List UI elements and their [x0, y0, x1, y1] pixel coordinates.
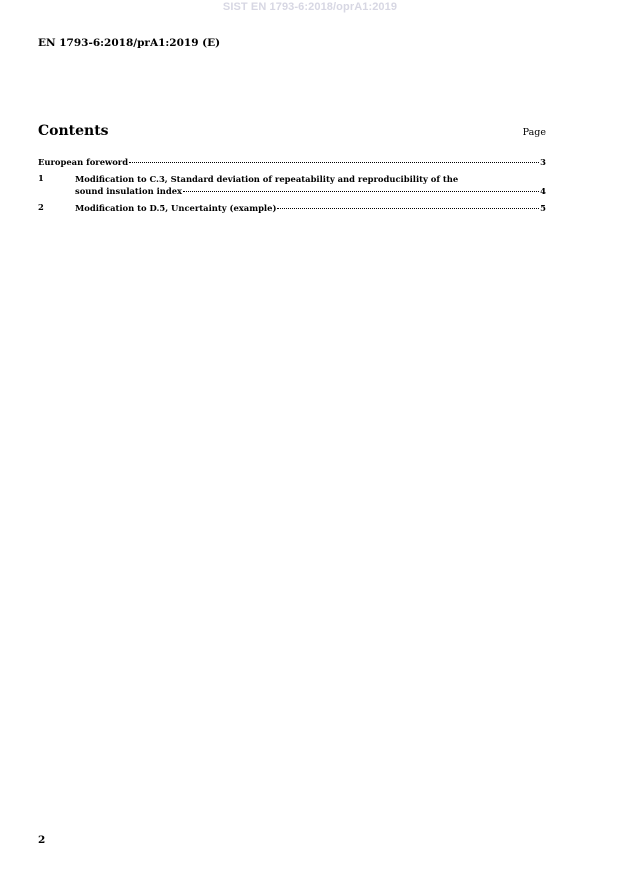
watermark: SIST EN 1793-6:2018/oprA1:2019	[222, 1, 398, 13]
toc-entry-number: 2	[38, 202, 44, 212]
toc-entry-number: 1	[38, 173, 44, 183]
toc-entry-title: European foreword	[38, 157, 129, 167]
toc-line	[38, 156, 546, 168]
toc-entry-section-1[interactable]	[38, 173, 546, 197]
toc-entry-section-2[interactable]	[38, 202, 546, 214]
toc-entry-page: 4	[540, 186, 546, 196]
toc-entry-title-continued: sound insulation index	[75, 186, 183, 196]
page-column-label: Page	[522, 127, 546, 138]
dot-leader	[277, 208, 539, 209]
toc-line	[75, 185, 546, 197]
toc-entry-foreword[interactable]	[38, 156, 546, 168]
contents-heading: Contents	[38, 123, 109, 139]
dot-leader	[129, 162, 539, 163]
page-number: 2	[38, 834, 46, 846]
document-identifier: EN 1793-6:2018/prA1:2019 (E)	[38, 37, 221, 49]
dot-leader	[183, 191, 539, 192]
table-of-contents	[38, 156, 546, 219]
toc-line	[75, 202, 546, 214]
toc-entry-title: Modification to D.5, Uncertainty (example)	[75, 203, 277, 213]
toc-entry-page: 3	[540, 157, 546, 167]
toc-entry-title: Modification to C.3, Standard deviation of repeatability and reproducibility of the	[75, 174, 459, 184]
toc-entry-page: 5	[540, 203, 546, 213]
